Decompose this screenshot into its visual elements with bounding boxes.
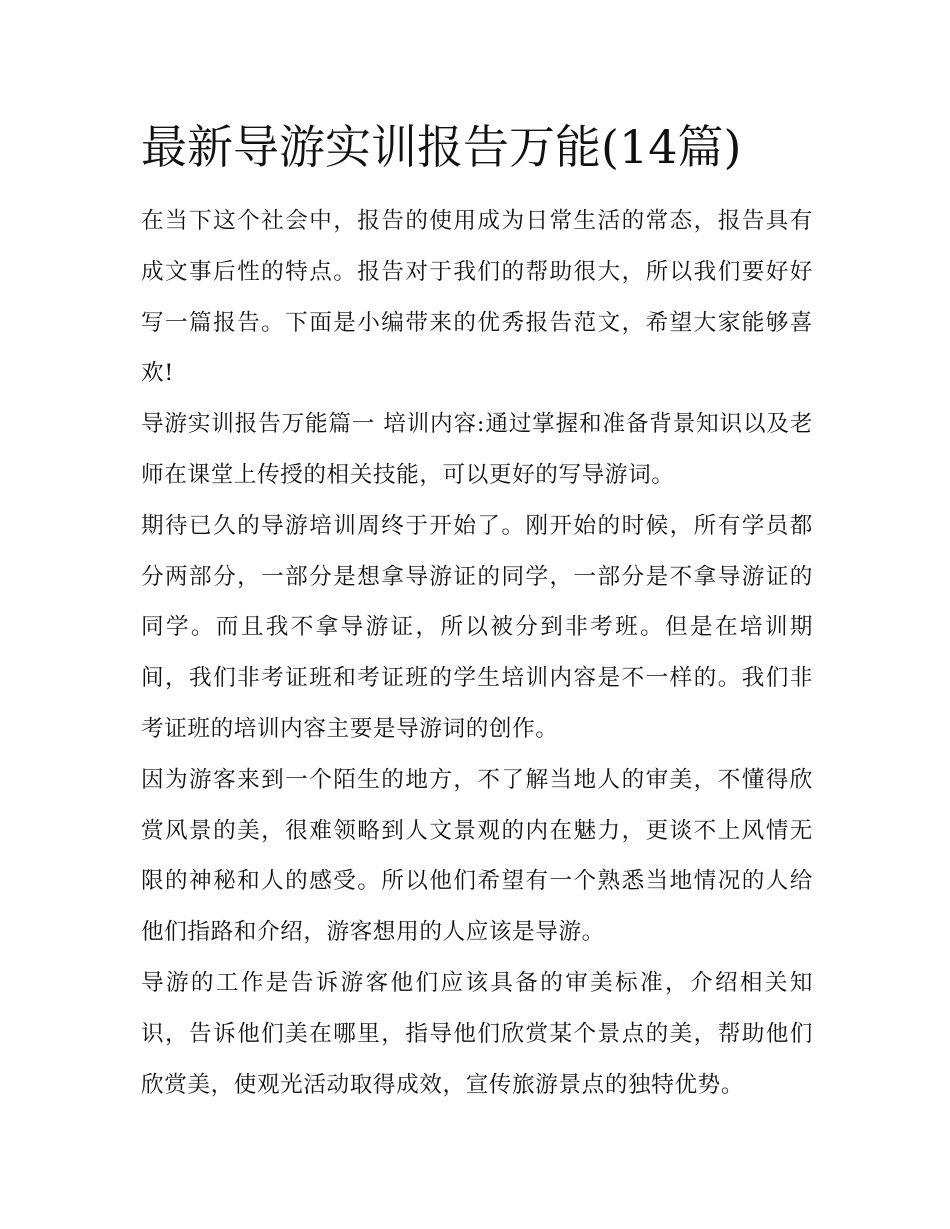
paragraph-training-content: 导游实训报告万能篇一 培训内容:通过掌握和准备背景知识以及老师在课堂上传授的相关技能，可以更好的写导游词。 xyxy=(141,411,813,488)
paragraph-training-week: 期待已久的导游培训周终于开始了。刚开始的时候，所有学员都分两部分，一部分是想拿导游证的同学，一部分是不拿导游证的同学。而且我不拿导游证，所以被分到非考班。但是在培训期间，我们非考证班和考证班的学生培训内容是不一样的。我们非考证班的培训内容主要是导游词的创作。 xyxy=(141,512,813,742)
paragraph-intro: 在当下这个社会中，报告的使用成为日常生活的常态，报告具有成文事后性的特点。报告对于我们的帮助很大，所以我们要好好写一篇报告。下面是小编带来的优秀报告范文，希望大家能够喜欢! xyxy=(141,208,813,387)
document-title: 最新导游实训报告万能(14篇) xyxy=(141,120,742,174)
document-body xyxy=(141,196,813,1110)
paragraph-tourist-needs: 因为游客来到一个陌生的地方，不了解当地人的审美，不懂得欣赏风景的美，很难领略到人文景观的内在魅力，更谈不上风情无限的神秘和人的感受。所以他们希望有一个熟悉当地情况的人给他们指路和介绍，游客想用的人应该是导游。 xyxy=(141,766,813,946)
paragraph-guide-work: 导游的工作是告诉游客他们应该具备的审美标准，介绍相关知识，告诉他们美在哪里，指导他们欣赏某个景点的美，帮助他们欣赏美，使观光活动取得成效，宣传旅游景点的独特优势。 xyxy=(141,969,813,1098)
